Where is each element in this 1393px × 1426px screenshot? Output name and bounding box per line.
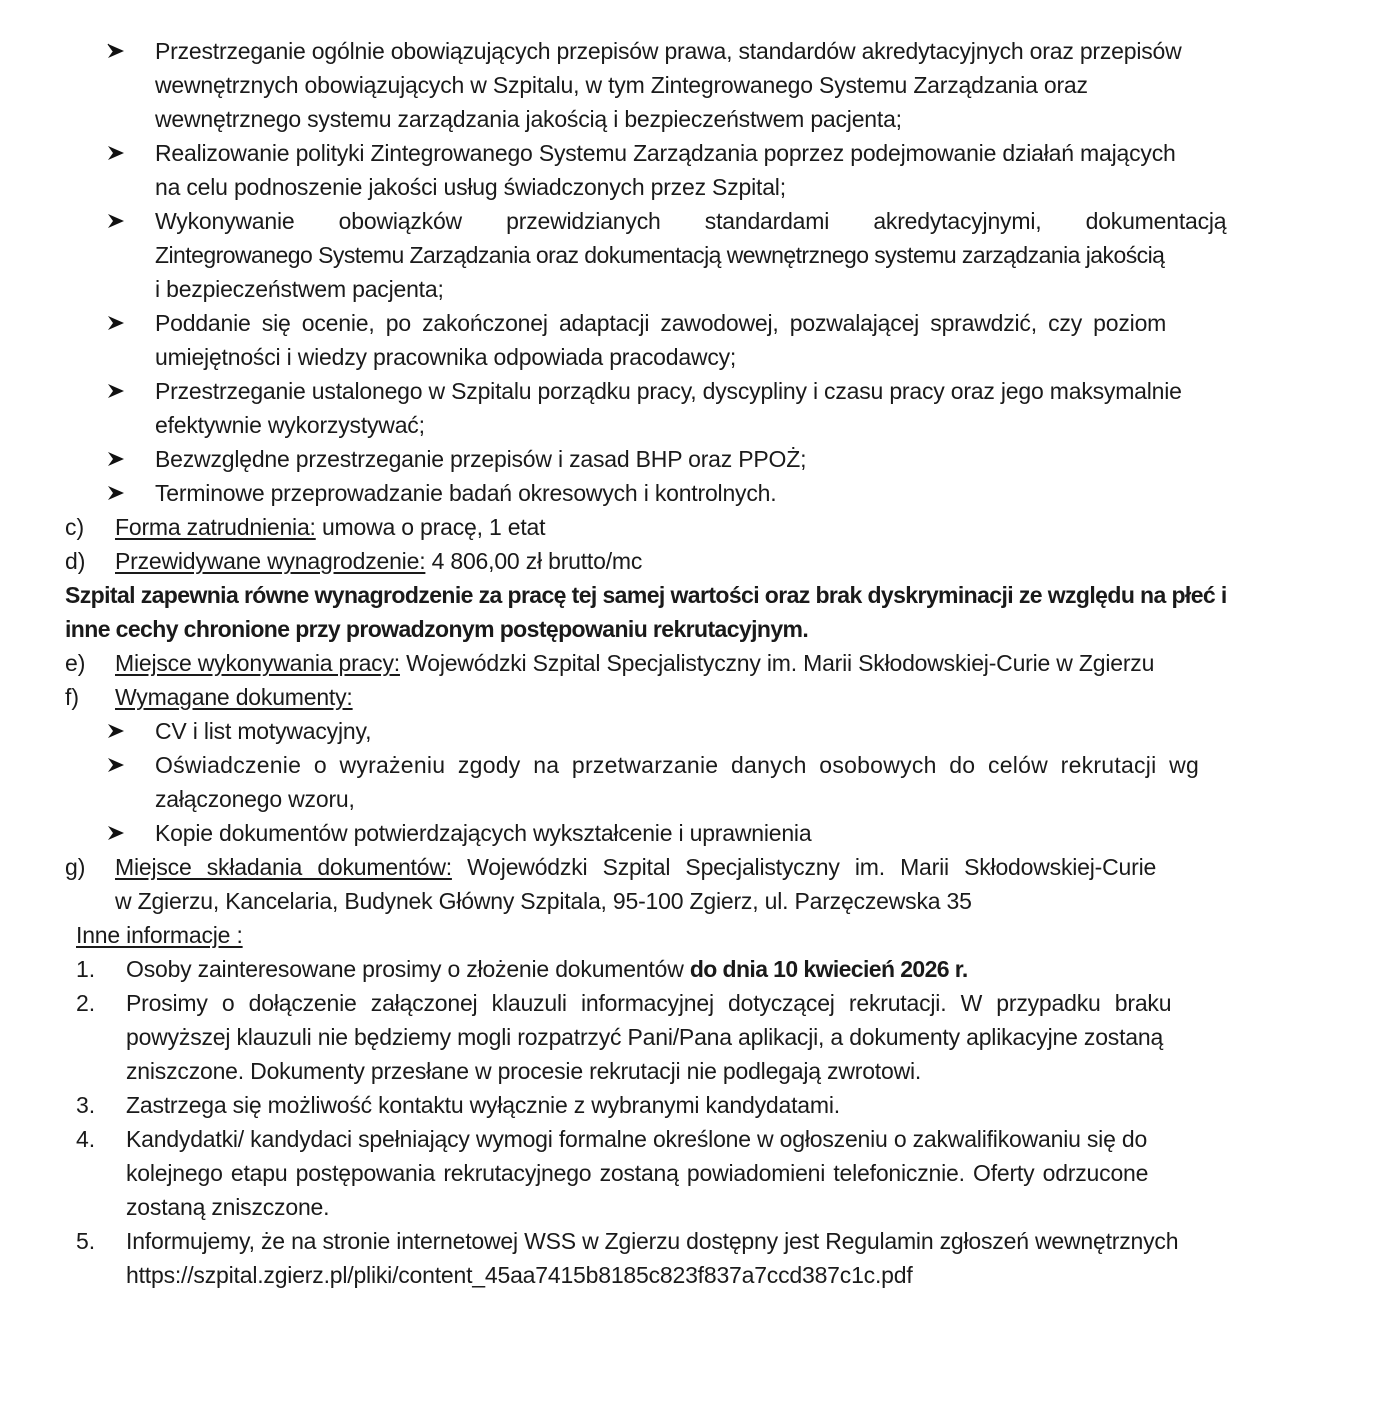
arrow-bullet-icon [107, 451, 125, 467]
arrow-bullet-icon [107, 213, 125, 229]
other-info-2-line-2: powyższej klauzuli nie będziemy mogli rozpatrzyć Pani/Pana aplikacji, a dokumenty aplikacyjne zostaną [126, 1024, 1164, 1050]
other-info-4-number: 4. [76, 1126, 96, 1152]
section-d-value: 4 806,00 zł brutto/mc [425, 548, 643, 574]
other-info-4-line-3: zostaną zniszczone. [126, 1194, 330, 1220]
arrow-bullet-icon [107, 485, 125, 501]
section-f-required-docs [115, 680, 353, 714]
bullet-3-line-2: Zintegrowanego Systemu Zarządzania oraz dokumentacją wewnętrznego systemu zarządzania jakością [155, 242, 1165, 268]
doc-item-2-line-1: Oświadczenie o wyrażeniu zgody na przetwarzanie danych osobowych do celów rekrutacji wg [155, 752, 1200, 778]
section-c-employment-form [115, 510, 545, 544]
bullet-2-line-2: na celu podnoszenie jakości usług świadczonych przez Szpital; [155, 174, 786, 200]
other-info-4-line-1: Kandydatki/ kandydaci spełniający wymogi formalne określone w ogłoszeniu o zakwalifikowaniu się do [126, 1126, 1148, 1152]
arrow-bullet-icon [107, 825, 125, 841]
section-f-marker: f) [65, 684, 80, 710]
arrow-bullet-icon [107, 315, 125, 331]
other-info-5-line-1: Informujemy, że na stronie internetowej WSS w Zgierzu dostępny jest Regulamin zgłoszeń wewnętrznych [126, 1228, 1179, 1254]
section-g-value-line-1: Wojewódzki Szpital Specjalistyczny im. Marii Skłodowskiej-Curie [467, 854, 1157, 880]
bullet-4-line-2: umiejętności i wiedzy pracownika odpowiada pracodawcy; [155, 344, 737, 370]
deadline-date: do dnia 10 kwiecień 2026 r. [689, 956, 968, 982]
section-c-value: umowa o pracę, 1 etat [315, 514, 546, 540]
bullet-1-line-2: wewnętrznych obowiązujących w Szpitalu, w tym Zintegrowanego Systemu Zarządzania oraz [155, 72, 1088, 98]
bullet-7-line-1: Terminowe przeprowadzanie badań okresowych i kontrolnych. [155, 480, 777, 506]
bullet-5-line-2: efektywnie wykorzystywać; [155, 412, 425, 438]
section-g-value-line-2: w Zgierzu, Kancelaria, Budynek Główny Szpitala, 95-100 Zgierz, ul. Parzęczewska 35 [115, 888, 972, 914]
section-g-marker: g) [65, 854, 86, 880]
arrow-bullet-icon [107, 757, 125, 773]
other-info-1-deadline: Osoby zainteresowane prosimy o złożenie dokumentów do dnia 10 kwiecień 2026 r. [126, 956, 968, 982]
other-info-heading: Inne informacje : [76, 922, 243, 948]
bullet-2-line-1: Realizowanie polityki Zintegrowanego Systemu Zarządzania poprzez podejmowanie działań mających [155, 140, 1176, 166]
bullet-4-line-1: Poddanie się ocenie, po zakończonej adaptacji zawodowej, pozwalającej sprawdzić, czy poziom [155, 310, 1167, 336]
section-c-marker: c) [65, 514, 85, 540]
section-f-label: Wymagane dokumenty: [115, 684, 353, 710]
doc-item-2-line-2: załączonego wzoru, [155, 786, 355, 812]
bullet-5-line-1: Przestrzeganie ustalonego w Szpitalu porządku pracy, dyscypliny i czasu pracy oraz jego maksymalnie [155, 378, 1182, 404]
other-info-2-line-1: Prosimy o dołączenie załączonej klauzuli informacyjnej dotyczącej rekrutacji. W przypadku braku [126, 990, 1172, 1016]
section-g-submission-place-line-1 [115, 850, 1156, 884]
bullet-1-line-3: wewnętrznego systemu zarządzania jakością i bezpieczeństwem pacjenta; [155, 106, 902, 132]
bullet-1-line-1: Przestrzeganie ogólnie obowiązujących przepisów prawa, standardów akredytacyjnych oraz przepisów [155, 38, 1182, 64]
section-g-label: Miejsce składania dokumentów: [115, 854, 452, 880]
other-info-2-number: 2. [76, 990, 96, 1016]
arrow-bullet-icon [107, 43, 125, 59]
regulations-link[interactable]: https://szpital.zgierz.pl/pliki/content_45aa7415b8185c823f837a7ccd387c1c.pdf [126, 1262, 913, 1288]
other-info-2-line-3: zniszczone. Dokumenty przesłane w procesie rekrutacji nie podlegają zwrotowi. [126, 1058, 922, 1084]
equal-pay-notice-line-2: inne cechy chronione przy prowadzonym postępowaniu rekrutacyjnym. [65, 616, 809, 642]
other-info-5-number: 5. [76, 1228, 96, 1254]
doc-item-1: CV i list motywacyjny, [155, 718, 372, 744]
other-info-3-number: 3. [76, 1092, 96, 1118]
bullet-3-line-1: Wykonywanie obowiązków przewidzianych standardami akredytacyjnymi, dokumentacją [155, 208, 1227, 234]
section-c-label: Forma zatrudnienia: [115, 514, 316, 540]
arrow-bullet-icon [107, 145, 125, 161]
bullet-6-line-1: Bezwzględne przestrzeganie przepisów i zasad BHP oraz PPOŻ; [155, 446, 807, 472]
section-d-marker: d) [65, 548, 86, 574]
arrow-bullet-icon [107, 723, 125, 739]
section-e-workplace [115, 646, 1154, 680]
doc-item-3: Kopie dokumentów potwierdzających wykształcenie i uprawnienia [155, 820, 812, 846]
other-info-3-line-1: Zastrzega się możliwość kontaktu wyłącznie z wybranymi kandydatami. [126, 1092, 840, 1118]
section-d-salary [115, 544, 642, 578]
bullet-3-line-3: i bezpieczeństwem pacjenta; [155, 276, 444, 302]
equal-pay-notice-line-1: Szpital zapewnia równe wynagrodzenie za pracę tej samej wartości oraz brak dyskryminacji ze względu na płeć i [65, 582, 1227, 608]
section-e-marker: e) [65, 650, 86, 676]
section-d-label: Przewidywane wynagrodzenie: [115, 548, 426, 574]
section-e-value: Wojewódzki Szpital Specjalistyczny im. Marii Skłodowskiej-Curie w Zgierzu [399, 650, 1155, 676]
section-e-label: Miejsce wykonywania pracy: [115, 650, 400, 676]
other-info-1-number: 1. [76, 956, 96, 982]
arrow-bullet-icon [107, 383, 125, 399]
other-info-4-line-2: kolejnego etapu postępowania rekrutacyjnego zostaną powiadomieni telefonicznie. Oferty odrzucone [126, 1160, 1149, 1186]
